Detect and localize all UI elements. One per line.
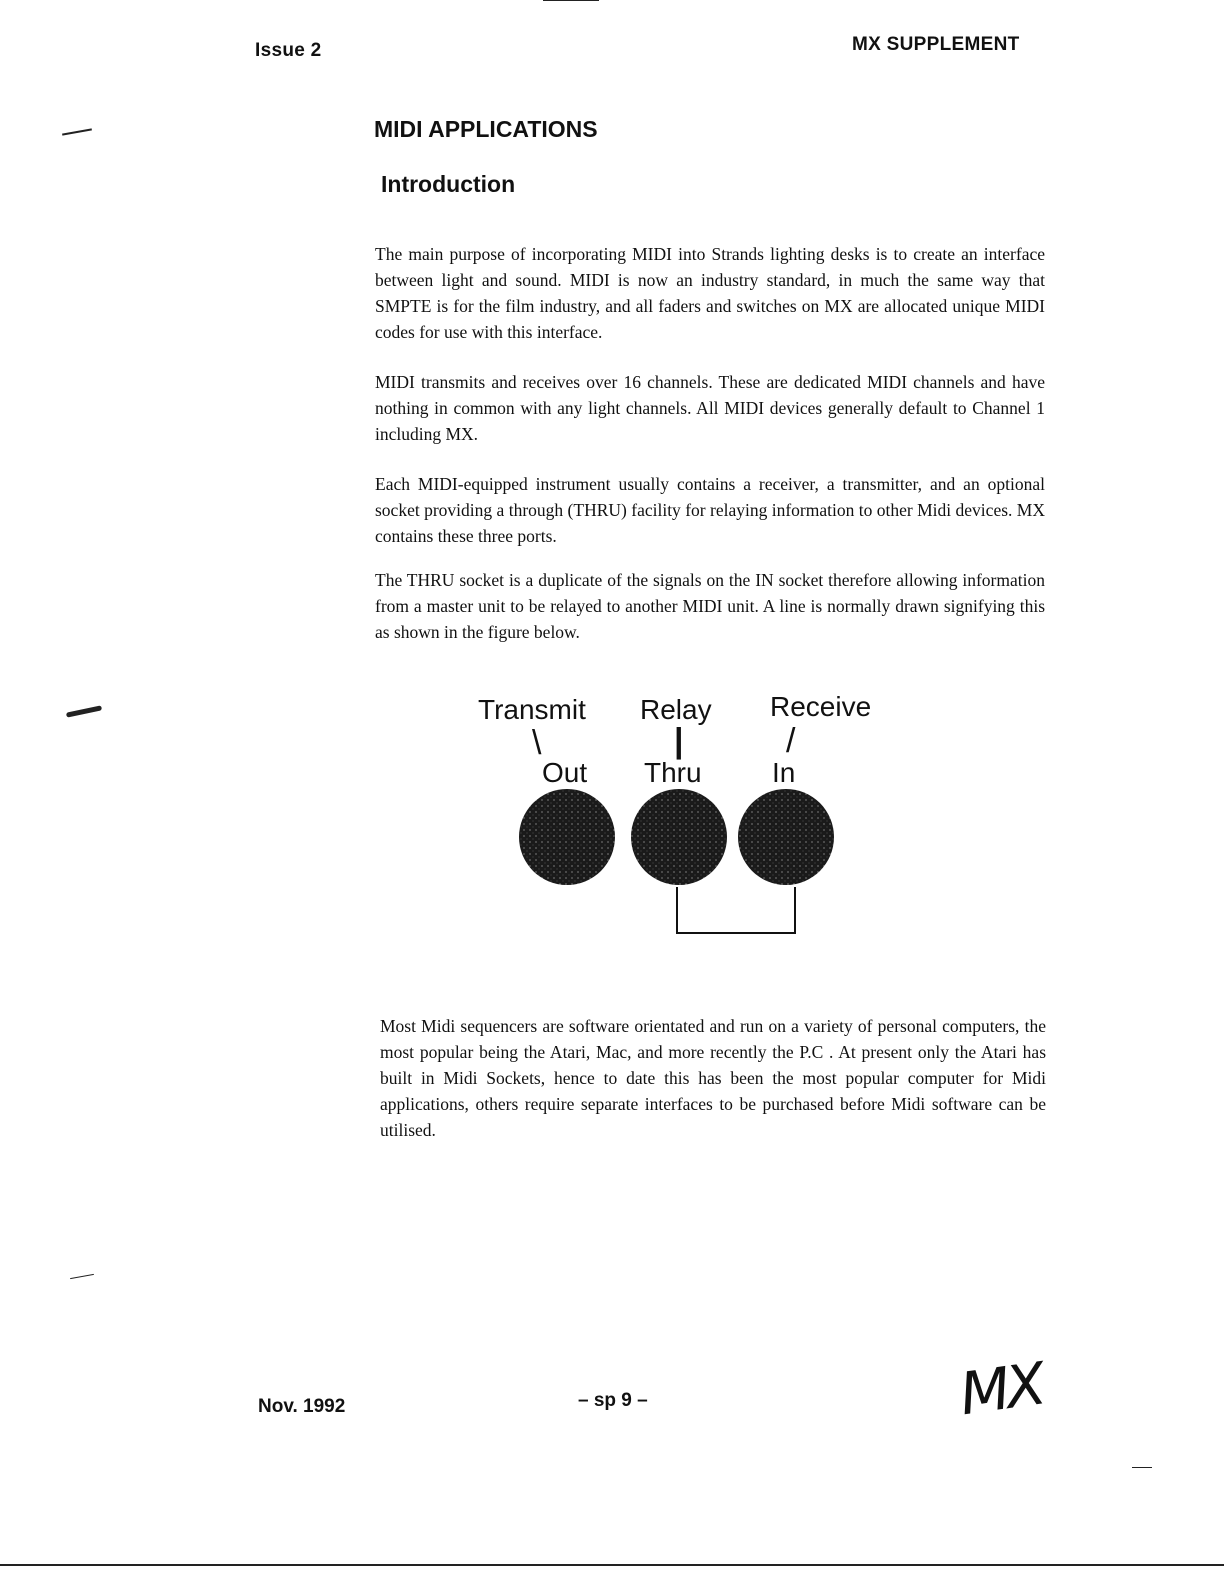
- thru-in-link-line: [677, 887, 795, 933]
- footer-date: Nov. 1992: [258, 1396, 346, 1417]
- label-thru: Thru: [644, 757, 702, 788]
- connector-relay: |: [674, 722, 684, 760]
- scan-mark-top: [543, 0, 599, 1]
- label-relay: Relay: [640, 694, 712, 725]
- connector-transmit: \: [532, 724, 542, 762]
- footer-page-number: – sp 9 –: [578, 1390, 648, 1411]
- paragraph-intro: The main purpose of incorporating MIDI into Strands lighting desks is to create an interface between light and sound. MIDI is now an industry standard, in much the same way that SMPTE is for the film industry, and all faders and switches on MX are allocated unique MIDI codes for use with this interface.: [375, 244, 1045, 342]
- label-transmit: Transmit: [478, 694, 586, 725]
- socket-in: [738, 789, 834, 885]
- socket-thru: [631, 789, 727, 885]
- paragraph-channels: MIDI transmits and receives over 16 channels. These are dedicated MIDI channels and have nothing in common with any light channels. All MIDI devices generally default to Channel 1 including MX.: [375, 372, 1045, 444]
- scan-bottom-border: [0, 1564, 1224, 1566]
- page-title: MIDI APPLICATIONS: [374, 116, 598, 142]
- supplement-label: MX SUPPLEMENT: [852, 34, 1020, 55]
- socket-out: [519, 789, 615, 885]
- paragraph-sequencers: Most Midi sequencers are software orientated and run on a variety of personal computers, the most popular being the Atari, Mac, and more recently the P.C . At present only the Atari has built in Midi Sockets, hence to date this has been the most popular computer for Midi applications, others require separate interfaces to be purchased before Midi software can be utilised.: [380, 1016, 1046, 1140]
- mx-signature: MX: [955, 1349, 1047, 1429]
- connector-receive: /: [786, 722, 796, 760]
- paragraph-thru: The THRU socket is a duplicate of the signals on the IN socket therefore allowing information from a master unit to be relayed to another MIDI unit. A line is normally drawn signifying this as shown in the figure below.: [375, 570, 1045, 642]
- paragraph-ports: Each MIDI-equipped instrument usually contains a receiver, a transmitter, and an optional socket providing a through (THRU) facility for relaying information to other Midi devices. MX contains these three ports.: [375, 474, 1045, 546]
- label-in: In: [772, 757, 796, 788]
- section-heading: Introduction: [381, 171, 516, 197]
- scan-mark-bottom-right: [1132, 1467, 1152, 1468]
- label-receive: Receive: [770, 691, 872, 722]
- label-out: Out: [542, 757, 588, 788]
- issue-label: Issue 2: [255, 40, 322, 61]
